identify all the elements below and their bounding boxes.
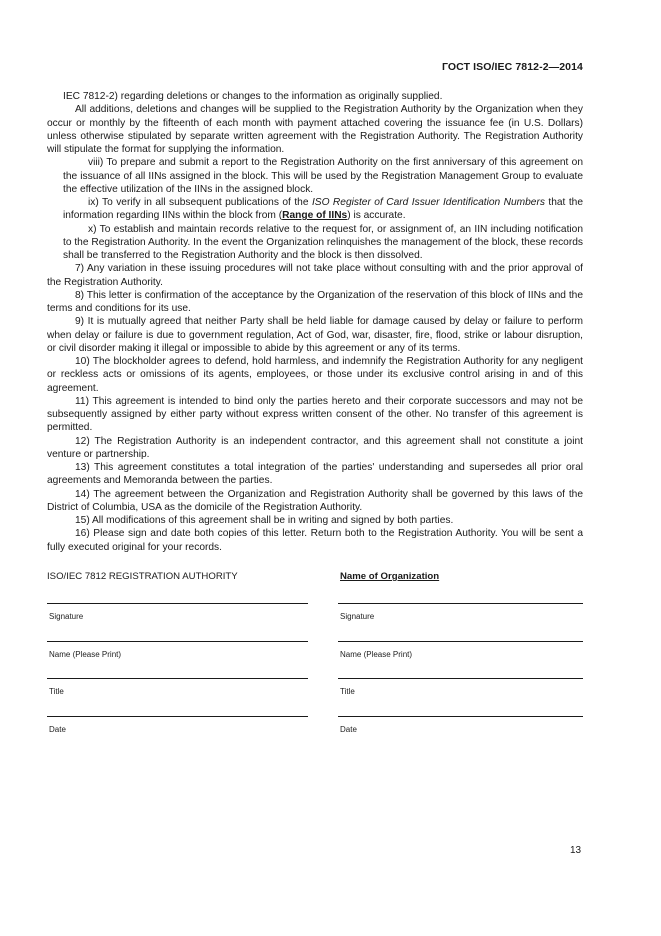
agreement-body [47,90,583,554]
organization-name-heading: Name of Organization [340,571,440,582]
paragraph-9: 9) It is mutually agreed that neither Party shall be held liable for damage caused by delay or failure to perform when delay or failure is due to government regulation, Act of God, war, disaster, fire, flood, strike or labour disruption, or civil disorder making it illegal or impossible to abide by this agreement or any of its terms. [47,316,583,354]
signature-label: Signature [340,612,375,621]
name-label: Name (Please Print) [49,650,122,659]
register-title: ISO Register of Card Issuer Identification Numbers [311,197,545,208]
title-line[interactable] [47,678,308,679]
name-label: Name (Please Print) [340,650,413,659]
text-run: ) is accurate. [347,210,406,222]
paragraph-16: 16) Please sign and date both copies of this letter. Return both to the Registration Authority. You will be sent a fully executed original for your records. [47,528,583,553]
date-line[interactable] [338,716,583,717]
paragraph-13: 13) This agreement constitutes a total integration of the parties' understanding and supersedes all prior oral agreements and Memoranda between the parties. [47,462,583,487]
paragraph-14: 14) The agreement between the Organization and Registration Authority shall be governed by this laws of the District of Columbia, USA as the domicile of the Registration Authority. [47,488,583,513]
paragraph-11: 11) This agreement is intended to bind only the parties hereto and their corporate successors and may not be subsequently assigned by either party without express written consent of the other. No transfer of this agreement is permitted. [47,395,583,434]
paragraph-ix [47,196,583,223]
date-label: Date [340,725,357,734]
title-label: Title [340,687,355,696]
paragraph: IEC 7812-2) regarding deletions or changes to the information as originally supplied. [63,91,443,102]
text-run: that the information regarding IINs within the block from ( [63,197,583,222]
date-label: Date [49,725,66,734]
paragraph-x: x) To establish and maintain records relative to the request for, or assignment of, an IIN including notification to the Registration Authority. In the event the Organization relinquishes the management of the block, these records shall be transferred to the Registration Authority and the block is then dissolved. [63,223,583,261]
title-label: Title [49,687,64,696]
range-of-iins: Range of IINs [282,210,348,222]
registration-authority-heading: ISO/IEC 7812 REGISTRATION AUTHORITY [47,571,238,582]
standard-header: ГОСТ ISO/IEC 7812-2—2014 [441,61,583,73]
date-line[interactable] [47,716,308,717]
page-number: 13 [570,845,582,856]
name-line[interactable] [338,641,583,642]
paragraph-12: 12) The Registration Authority is an independent contractor, and this agreement shall not constitute a joint venture or partnership. [47,435,583,460]
signature-line[interactable] [47,603,308,604]
paragraph-10: 10) The blockholder agrees to defend, hold harmless, and indemnify the Registration Authority for any negligent or reckless acts or omissions of its agents, employees, or those under its exclusive control arising in and of this agreement. [47,356,583,394]
title-line[interactable] [338,678,583,679]
signature-label: Signature [49,612,84,621]
text-run: ix) To verify in all subsequent publications of the [88,197,312,208]
name-line[interactable] [47,641,308,642]
paragraph-7: 7) Any variation in these issuing procedures will not take place without consulting with and the prior approval of the Registration Authority. [47,263,583,288]
paragraph-15: 15) All modifications of this agreement shall be in writing and signed by both parties. [75,515,454,526]
paragraph-viii: viii) To prepare and submit a report to the Registration Authority on the first anniversary of this agreement on the issuance of all IINs assigned in the block. This will be used by the Registration Management Group to evaluate the effective utilization of the IINs in the assigned block. [63,157,583,195]
paragraph-8: 8) This letter is confirmation of the acceptance by the Organization of the reservation of this block of IINs and the terms and conditions for its use. [47,289,583,314]
paragraph: All additions, deletions and changes will be supplied to the Registration Authority by the Organization when they occur or monthly by the fifteenth of each month with payment attached covering the issuance fee (in U.S. Dollars) unless otherwise stipulated by separate written agreement with the Registration Authority. The Registration Authority will stipulate the format for supplying the information. [47,104,583,155]
signature-line[interactable] [338,603,583,604]
